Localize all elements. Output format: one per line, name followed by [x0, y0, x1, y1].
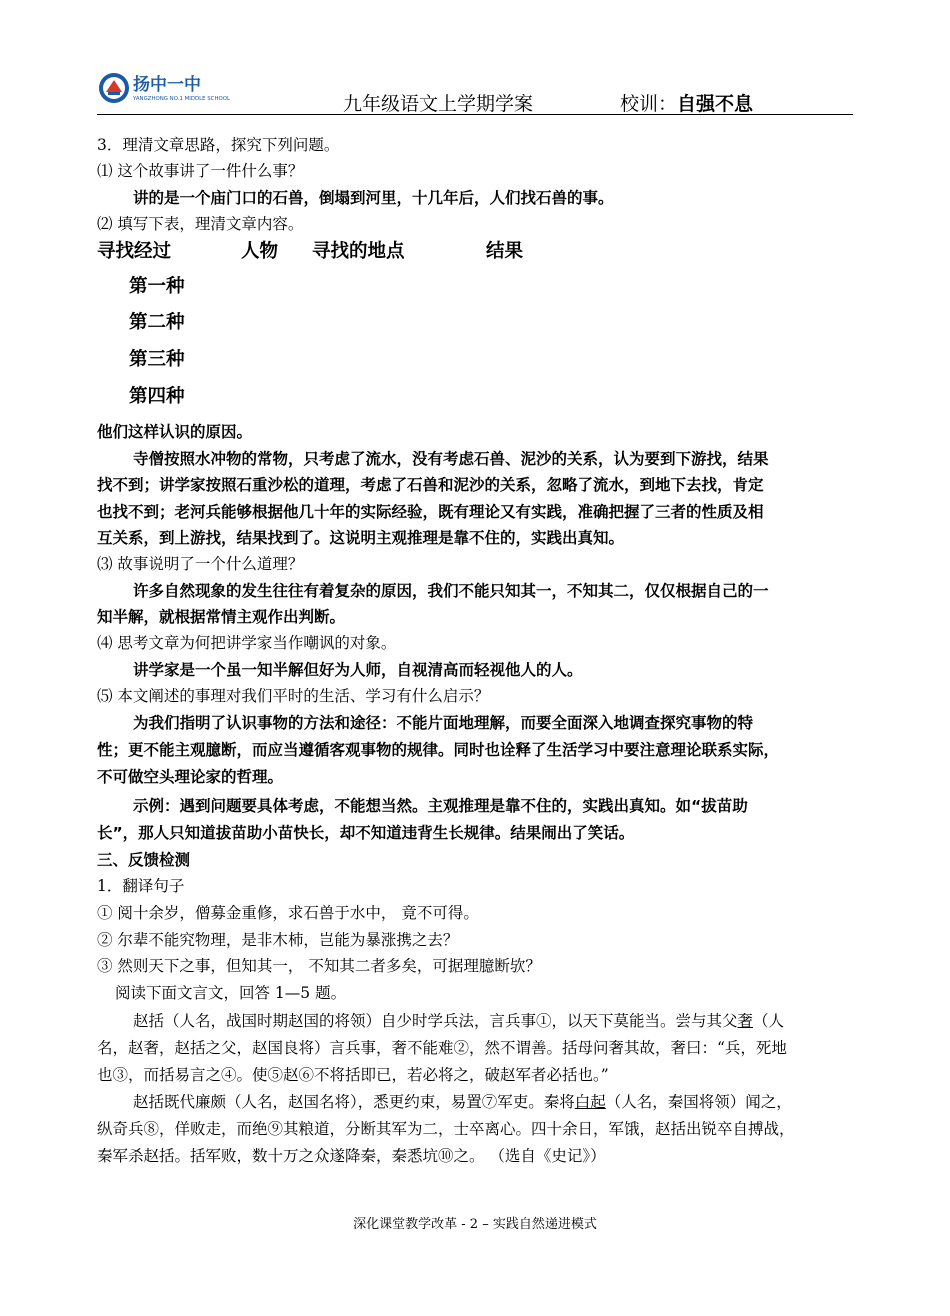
- header-title: 九年级语文上学期学案: [343, 93, 534, 115]
- header-motto: 校训：自强不息: [620, 93, 754, 115]
- passage-line: 秦军杀赵括。括军败，数十万之众遂降秦，秦悉坑⑩之。 （选自《史记》）: [97, 1147, 606, 1165]
- table-header-process: 寻找经过: [97, 241, 172, 262]
- school-logo: [97, 70, 237, 106]
- item-1: 1．翻译句子: [97, 877, 185, 895]
- q3-5-question: ⑸ 本文阐述的事理对我们平时的生活、学习有什么启示？: [97, 687, 490, 705]
- q3-2-question: ⑵ 填写下表，理清文章内容。: [97, 215, 304, 233]
- q3-4-question: ⑷ 思考文章为何把讲学家当作嘲讽的对象。: [97, 634, 397, 652]
- q3-5-answer: 为我们指明了认识事物的方法和途径：不能片面地理解，而要全面深入地调查探究事物的特: [133, 714, 754, 732]
- q3-1-question: ⑴ 这个故事讲了一件什么事？: [97, 162, 304, 180]
- header-divider: [97, 114, 853, 115]
- q3-heading: 3．理清文章思路，探究下列问题。: [97, 136, 340, 154]
- reason-line: 互关系，到上游找，结果找到了。这说明主观推理是靠不住的，实践出真知。: [97, 529, 625, 547]
- q3-3-answer: 许多自然现象的发生往往有着复杂的原因，我们不能只知其一，不知其二，仅仅根据自己的一: [133, 582, 769, 600]
- table-row-3: 第三种: [129, 349, 185, 370]
- q3-1-answer: 讲的是一个庙门口的石兽，倒塌到河里，十几年后，人们找石兽的事。: [133, 189, 614, 207]
- q3-4-answer: 讲学家是一个虽一知半解但好为人师，自视清高而轻视他人的人。: [133, 661, 583, 679]
- sentence-1: ① 阅十余岁，僧募金重修，求石兽于水中， 竟不可得。: [97, 904, 479, 922]
- table-row-4: 第四种: [129, 386, 185, 407]
- table-header-place: 寻找的地点: [312, 241, 405, 262]
- passage-line: 赵括（人名，战国时期赵国的将领）自少时学兵法，言兵事①，以天下莫能当。尝与其父奢（人: [133, 1012, 785, 1030]
- sentence-3: ③ 然则天下之事，但知其一， 不知其二者多矣，可据理臆断欤？: [97, 957, 541, 975]
- reason-line: 也找不到；老河兵能够根据他几十年的实际经验，既有理论又有实践，准确把握了三者的性质及相: [97, 503, 764, 521]
- q3-3-question: ⑶ 故事说明了一个什么道理？: [97, 555, 304, 573]
- passage-line: 名，赵奢，赵括之父，赵国良将）言兵事，奢不能难②，然不谓善。括母问奢其故，奢曰：“兵，死地: [97, 1039, 787, 1057]
- table-row-2: 第二种: [129, 312, 185, 333]
- table-header-result: 结果: [486, 241, 524, 262]
- svg-text:扬中一中: 扬中一中: [133, 75, 201, 95]
- section-heading: 三、反馈检测: [97, 851, 191, 869]
- reason-title: 他们这样认识的原因。: [97, 423, 253, 441]
- example-line: 长”，那人只知道拔苗助小苗快长，却不知道违背生长规律。结果闹出了笑话。: [97, 824, 635, 842]
- q3-5-answer: 性；更不能主观臆断，而应当遵循客观事物的规律。同时也诠释了生活学习中要注意理论联系实际，: [97, 741, 780, 759]
- passage-line: 赵括既代廉颇（人名，赵国名将），悉更约束，易置⑦军吏。秦将白起（人名，秦国将领）闻之，: [133, 1093, 792, 1111]
- passage-line: 纵奇兵⑧，佯败走，而绝⑨其粮道，分断其军为二，士卒离心。四十余日，军饿，赵括出锐卒自搏战，: [97, 1120, 795, 1138]
- passage-line: 也③，而括易言之④。使⑤赵⑥不将括即已，若必将之，破赵军者必括也。”: [97, 1066, 609, 1084]
- reason-line: 寺僧按照水冲物的常物，只考虑了流水，没有考虑石兽、泥沙的关系，认为要到下游找，结果: [133, 450, 769, 468]
- reading-intro: 阅读下面文言文，回答 1—5 题。: [115, 984, 347, 1002]
- svg-text:YANGZHONG NO.1 MIDDLE SCHOOL: YANGZHONG NO.1 MIDDLE SCHOOL: [133, 96, 230, 102]
- reason-line: 找不到；讲学家按照石重沙松的道理，考虑了石兽和泥沙的关系，忽略了流水，到地下去找，肯定: [97, 476, 764, 494]
- table-header-person: 人物: [241, 241, 279, 262]
- example-line: 示例：遇到问题要具体考虑，不能想当然。主观推理是靠不住的，实践出真知。如“拔苗助: [133, 797, 748, 815]
- page-footer: 深化课堂教学改革 - 2 – 实践自然递进模式: [353, 1217, 597, 1232]
- sentence-2: ② 尔辈不能究物理，是非木杮，岂能为暴涨携之去？: [97, 931, 459, 949]
- q3-5-answer: 不可做空头理论家的哲理。: [97, 768, 284, 786]
- q3-3-answer: 知半解，就根据常情主观作出判断。: [97, 608, 346, 626]
- table-row-1: 第一种: [129, 276, 185, 297]
